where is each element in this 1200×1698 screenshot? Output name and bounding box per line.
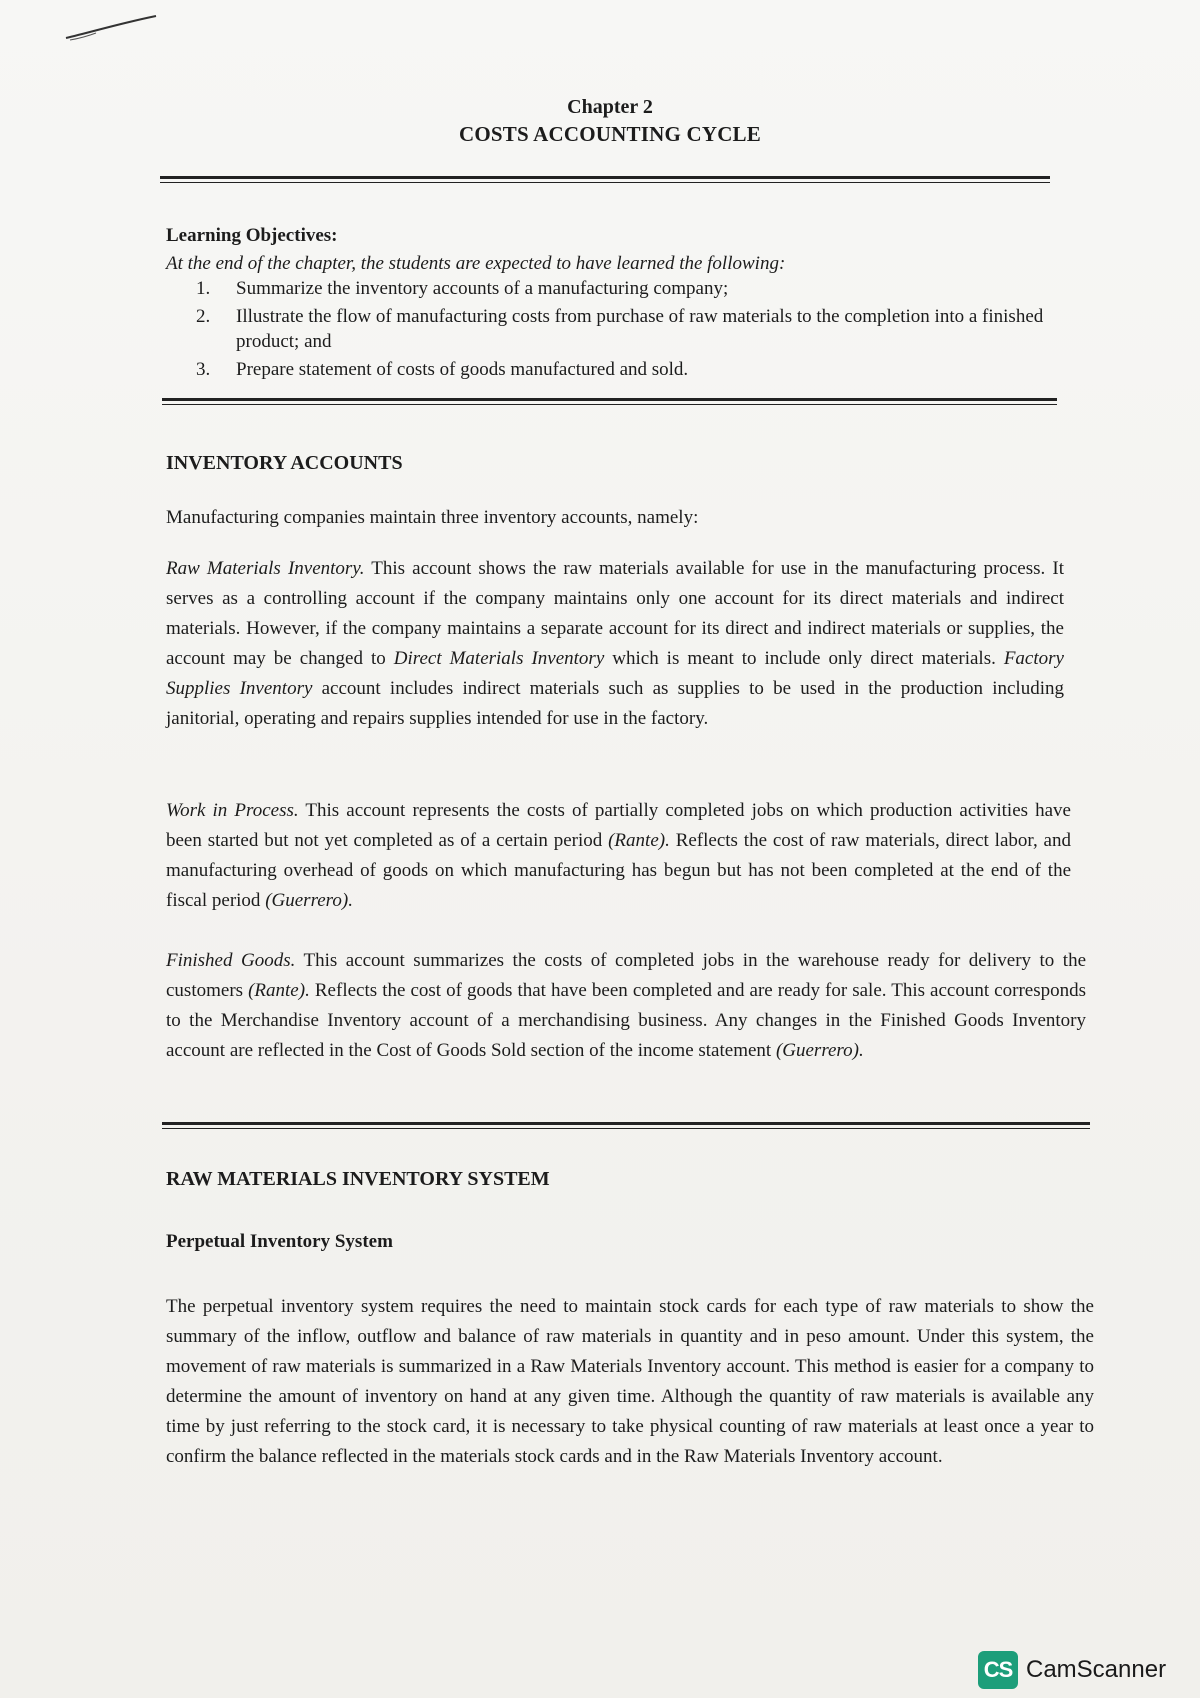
citation: (Guerrero).	[265, 890, 353, 911]
list-item-text: Summarize the inventory accounts of a manufacturing company;	[236, 278, 729, 299]
pen-scribble	[62, 8, 162, 48]
list-item-number: 1.	[196, 278, 211, 299]
subheading-perpetual-inventory: Perpetual Inventory System	[166, 1231, 393, 1252]
paragraph-work-in-process	[166, 796, 1071, 916]
paragraph-text: which is meant to include only direct materials.	[604, 648, 1004, 669]
learning-objectives-list	[196, 276, 1056, 385]
camscanner-label: CamScanner	[1026, 1656, 1167, 1683]
term-finished-goods: Finished Goods.	[166, 950, 296, 971]
paragraph-text: Reflects the cost of raw materials, direct labor, and manufacturing overhead of goods on which manufacturing has begun but has not been completed at the end of the fiscal period	[166, 830, 1071, 911]
paragraph-text: This account summarizes the costs of completed jobs in the warehouse ready for delivery to the customers	[166, 950, 1086, 1001]
camscanner-watermark	[978, 1650, 1166, 1690]
divider-rule	[160, 176, 1050, 183]
inventory-intro: Manufacturing companies maintain three inventory accounts, namely:	[166, 507, 699, 528]
list-item	[196, 357, 1056, 383]
paragraph-raw-materials	[166, 554, 1064, 734]
term-direct-materials: Direct Materials Inventory	[393, 648, 605, 669]
term-factory-supplies: Factory Supplies Inventory	[166, 648, 1064, 699]
list-item	[196, 304, 1056, 355]
term-work-in-process: Work in Process.	[166, 800, 299, 821]
chapter-title: COSTS ACCOUNTING CYCLE	[459, 122, 761, 146]
list-item-number: 3.	[196, 358, 211, 380]
list-item-text: Illustrate the flow of manufacturing costs from purchase of raw materials to the completion into a finished product; and	[236, 305, 1044, 353]
section-heading-inventory-accounts: INVENTORY ACCOUNTS	[166, 452, 403, 474]
camscanner-logo-icon: CS	[978, 1651, 1018, 1689]
paragraph-text: This account shows the raw materials available for use in the manufacturing process. It serves as a controlling account if the company maintains only one account for its direct materials and indirect materials. However, if the company maintains a separate account for its direct and indirect materials or supplies, the account may be changed to	[166, 558, 1064, 669]
list-item-text: Prepare statement of costs of goods manufactured and sold.	[236, 358, 689, 380]
term-raw-materials: Raw Materials Inventory.	[166, 558, 365, 579]
citation: (Guerrero).	[775, 1040, 864, 1061]
learning-objectives-heading: Learning Objectives:	[166, 225, 338, 246]
list-item	[196, 276, 1056, 302]
list-item-number: 2.	[196, 305, 211, 327]
divider-rule	[162, 398, 1057, 405]
paragraph-text: account includes indirect materials such as supplies to be used in the production including janitorial, operating and repairs supplies intended for use in the factory.	[166, 678, 1064, 729]
divider-rule	[162, 1122, 1090, 1129]
citation: (Rante).	[248, 980, 310, 1001]
chapter-number: Chapter 2	[567, 96, 653, 118]
section-heading-raw-materials-system: RAW MATERIALS INVENTORY SYSTEM	[166, 1168, 550, 1190]
paragraph-finished-goods	[166, 946, 1086, 1066]
citation: (Rante).	[608, 830, 670, 851]
paragraph-text: Reflects the cost of goods that have been completed and are ready for sale. This account corresponds to the Merchandise Inventory account of a merchandising business. Any changes in the Finished Goods Inventory account are reflected in the Cost of Goods Sold section of the income statement	[166, 980, 1086, 1061]
paragraph-perpetual-inventory: The perpetual inventory system requires the need to maintain stock cards for each type of raw materials to show the summary of the inflow, outflow and balance of raw materials in quantity and in peso amount. Under this system, the movement of raw materials is summarized in a Raw Materials Inventory account. This method is easier for a company to determine the amount of inventory on hand at any given time. Although the quantity of raw materials is available any time by just referring to the stock card, it is necessary to take physical counting of raw materials at least once a year to confirm the balance reflected in the materials stock cards and in the Raw Materials Inventory account.	[166, 1296, 1094, 1467]
learning-objectives-intro: At the end of the chapter, the students are expected to have learned the following:	[166, 253, 786, 274]
paragraph-text: This account represents the costs of partially completed jobs on which production activities have been started but not yet completed as of a certain period	[166, 800, 1071, 851]
